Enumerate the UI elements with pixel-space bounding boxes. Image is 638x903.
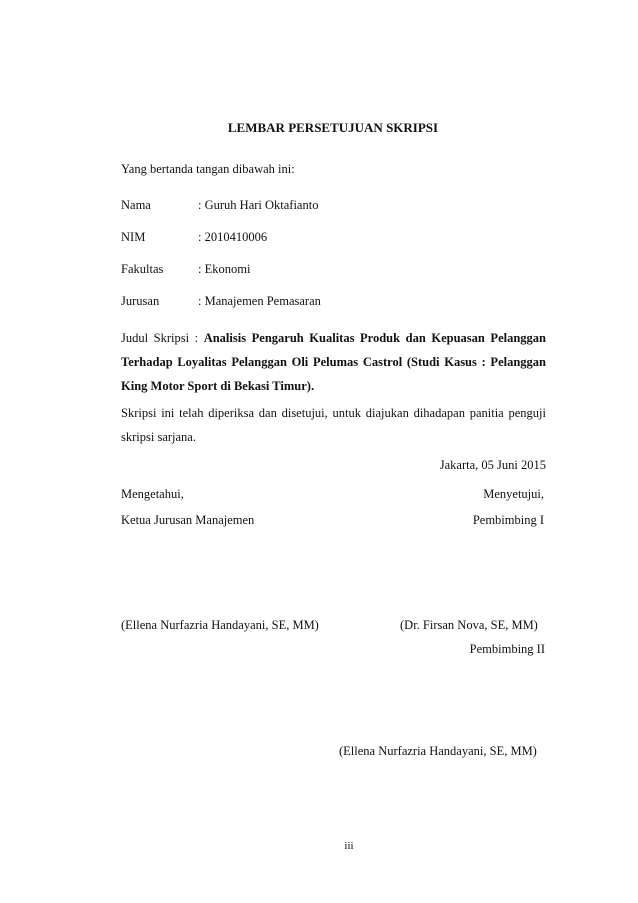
right-sign-role: Pembimbing I — [472, 513, 544, 527]
second-sign-name: (Ellena Nurfazria Handayani, SE, MM) — [339, 744, 537, 758]
judul-skripsi — [121, 326, 546, 398]
page-number: iii — [344, 840, 354, 852]
intro-text: Yang bertanda tangan dibawah ini: — [121, 162, 295, 176]
left-sign-role: Ketua Jurusan Manajemen — [121, 513, 255, 527]
field-value-nim: : 2010410006 — [198, 230, 268, 244]
right-sign-caption: Menyetujui, — [483, 487, 544, 501]
judul-separator: : — [189, 331, 204, 345]
field-label-fakultas: Fakultas — [121, 262, 164, 276]
second-sign-role: Pembimbing II — [469, 642, 545, 656]
left-sign-caption: Mengetahui, — [121, 487, 184, 501]
place-date: Jakarta, 05 Juni 2015 — [439, 458, 546, 472]
right-sign-name: (Dr. Firsan Nova, SE, MM) — [400, 618, 538, 632]
field-value-nama: : Guruh Hari Oktafianto — [198, 198, 319, 212]
judul-label: Judul Skripsi — [121, 331, 190, 345]
field-value-fakultas: : Ekonomi — [198, 262, 251, 276]
field-label-nim: NIM — [121, 230, 146, 244]
left-sign-name: (Ellena Nurfazria Handayani, SE, MM) — [121, 618, 319, 632]
field-value-jurusan: : Manajemen Pemasaran — [198, 294, 321, 308]
field-label-jurusan: Jurusan — [121, 294, 160, 308]
approval-statement: Skripsi ini telah diperiksa dan disetujui, untuk diajukan dihadapan panitia penguji skripsi sarjana. — [121, 406, 546, 444]
field-label-nama: Nama — [121, 198, 151, 212]
judul-text: Analisis Pengaruh Kualitas Produk dan Kepuasan Pelanggan Terhadap Loyalitas Pelanggan Oli Pelumas Castrol (Studi Kasus : Pelanggan King Motor Sport di Bekasi Timur). — [121, 331, 546, 393]
page-title: LEMBAR PERSETUJUAN SKRIPSI — [227, 120, 439, 135]
